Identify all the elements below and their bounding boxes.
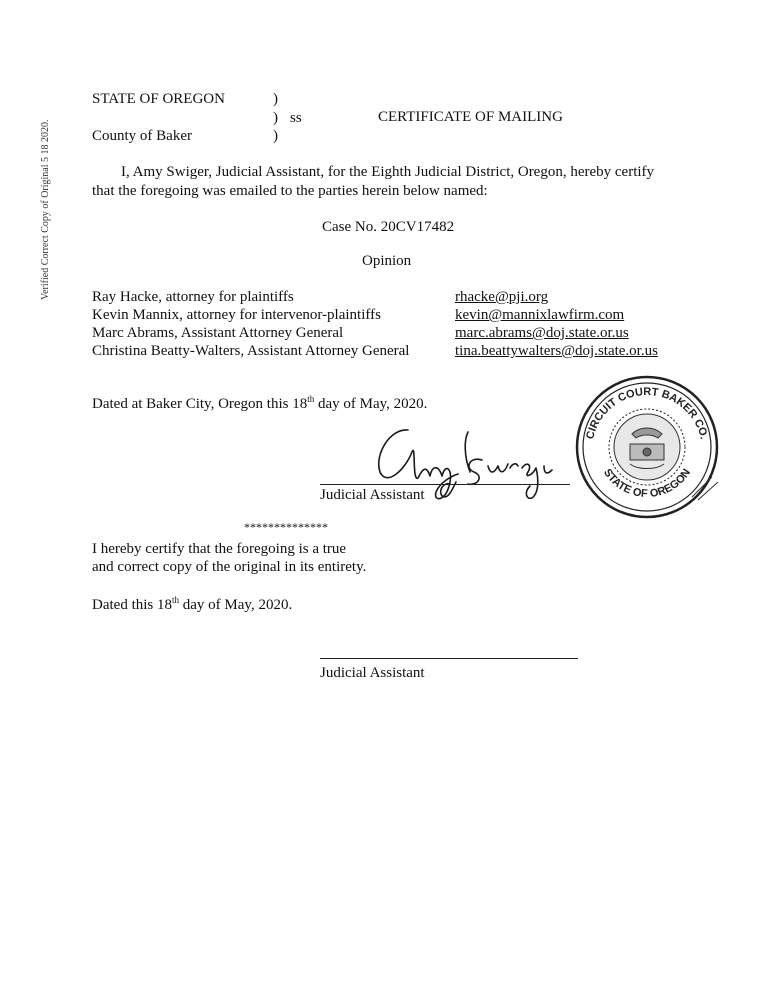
certify-line-1: I hereby certify that the foregoing is a true <box>92 541 347 557</box>
party-name: Ray Hacke, attorney for plaintiffs <box>92 289 294 305</box>
verification-note: Verified Correct Copy of Original 5 18 2020. <box>40 119 51 300</box>
party-name: Marc Abrams, Assistant Attorney General <box>92 325 344 341</box>
signature-label: Judicial Assistant <box>320 487 425 503</box>
signature-line-2 <box>320 658 578 659</box>
svg-text:STATE OF OREGON: STATE OF OREGON <box>601 466 693 501</box>
party-name: Christina Beatty-Walters, Assistant Attorney General <box>92 343 410 359</box>
caption-paren: ) <box>273 91 278 107</box>
intro-line-2: that the foregoing was emailed to the parties herein below named: <box>92 183 488 199</box>
document-title: CERTIFICATE OF MAILING <box>378 109 563 125</box>
caption-paren: ) <box>273 128 278 144</box>
dated-line-2: Dated this 18th day of May, 2020. <box>92 595 293 613</box>
party-email[interactable]: rhacke@pji.org <box>455 289 549 305</box>
court-seal <box>572 372 722 522</box>
intro-line-1: I, Amy Swiger, Judicial Assistant, for the Eighth Judicial District, Oregon, hereby certify <box>121 164 655 180</box>
party-email[interactable]: marc.abrams@doj.state.or.us <box>455 325 629 341</box>
caption-paren: ) <box>273 110 278 126</box>
signature-line <box>320 484 570 485</box>
svg-text:CIRCUIT COURT BAKER CO.: CIRCUIT COURT BAKER CO. <box>584 385 710 441</box>
document-type: Opinion <box>362 253 412 269</box>
ss-label: ss <box>290 110 302 126</box>
certify-line-2: and correct copy of the original in its entirety. <box>92 559 367 575</box>
party-email[interactable]: tina.beattywalters@doj.state.or.us <box>455 343 658 359</box>
signature-label-2: Judicial Assistant <box>320 665 425 681</box>
state-caption: STATE OF OREGON <box>92 91 225 107</box>
party-email[interactable]: kevin@mannixlawfirm.com <box>455 307 625 323</box>
separator-stars: ************** <box>244 520 328 534</box>
county-caption: County of Baker <box>92 128 192 144</box>
case-number: Case No. 20CV17482 <box>322 219 455 235</box>
dated-line: Dated at Baker City, Oregon this 18th day of May, 2020. <box>92 394 428 412</box>
party-name: Kevin Mannix, attorney for intervenor-plaintiffs <box>92 307 381 323</box>
